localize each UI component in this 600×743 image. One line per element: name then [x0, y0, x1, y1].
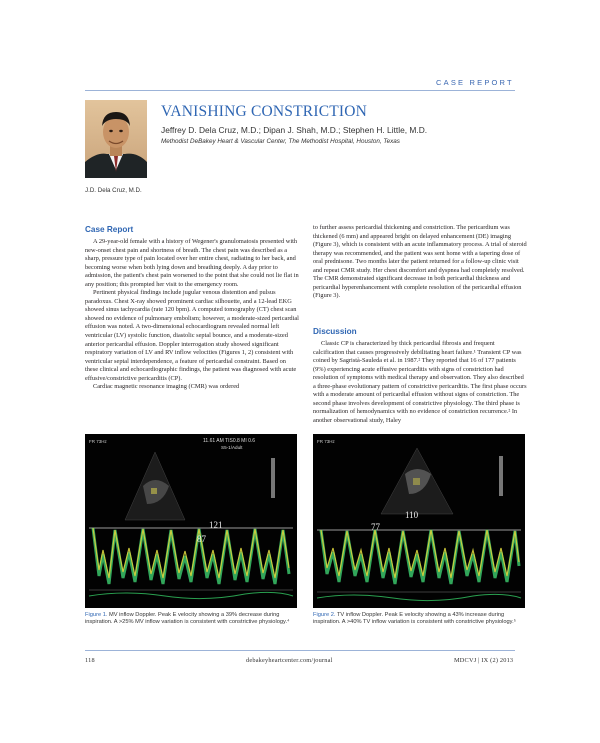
fig2-value-77: 77 [371, 522, 380, 532]
photo-caption: J.D. Dela Cruz, M.D. [85, 187, 142, 194]
fig2-value-110: 110 [405, 510, 419, 520]
article-affiliation: Methodist DeBakey Heart & Vascular Center, The Methodist Hospital, Houston, Texas [161, 138, 400, 145]
header-rule [85, 90, 515, 91]
paragraph: to further assess pericardial thickening and constriction. The pericardium was thickened (6 mm) and appeared bright on delayed enhancement (DE) imaging (Figure 3), which is consistent with an acute inflammatory process. A trial of steroid therapy was recommended, and the patient was sent home with a tapering dose of oral prednisone. Two months later the patient returned for a follow-up clinic visit and repeat CMR study. Her chest discomfort and dyspnea had completely resolved. The CMR demonstrated significant decrease in both pericardial thickness and pericardial hyperenhancement with complete resolution of the pericardial effusion (Figure 3). [313, 224, 527, 300]
paragraph: A 29-year-old female with a history of Wegener's granulomatosis presented with new-onset chest pain and shortness of breath. The chest pain was described as a sharp, pressure type of pain located over her entire chest, radiating to her back, and becoming worse when both lying down and breathing deeply. A day prior to admission, the patient's chest pain worsened to the point that she could not lie flat in any position; this prompted her visit to the emergency room. [85, 238, 299, 288]
journal-issue: MDCVJ | IX (2) 2013 [454, 657, 514, 664]
page-number: 118 [85, 657, 95, 664]
fig1-readout: 11.61 AM TIS0.8 MI 0.6 [203, 438, 256, 444]
case-report-heading: Case Report [85, 225, 134, 234]
figure-1-doppler [85, 434, 297, 608]
article-title: VANISHING CONSTRICTION [161, 103, 368, 120]
article-authors: Jeffrey D. Dela Cruz, M.D.; Dipan J. Shah, M.D.; Stephen H. Little, M.D. [161, 125, 428, 135]
fig1-value-87: 87 [197, 534, 206, 544]
discussion-heading: Discussion [313, 327, 357, 336]
paragraph: Cardiac magnetic resonance imaging (CMR) was ordered [93, 383, 240, 391]
figure-1-label: Figure 1. [85, 612, 108, 618]
figure-2-doppler [313, 434, 525, 608]
right-column-discussion [313, 340, 527, 425]
paragraph: Classic CP is characterized by thick pericardial fibrosis and frequent calcification that causes progressively debilitating heart failure.¹ Transient CP was coined by Sagristà-Sauleda et al. in 1987.² They reported that 16 of 177 patients (9%) experiencing acute effusive pericarditis with signs of constriction had resolution of symptoms with medical therapy and observation. They also described a three-phase evolutionary pattern of constrictive pericarditis. The first phase occurs with a moderate amount of pericardial effusion without signs of constriction. The second phase involves development of constrictive physiology. The third phase is normalization of hemodynamics with no evidence of constriction recurrence.² In another observational study, Haley [313, 340, 527, 424]
figure-2-label: Figure 2. [313, 612, 336, 618]
figure-2-caption [313, 612, 525, 626]
left-column [85, 238, 299, 392]
author-photo [85, 100, 147, 178]
section-kicker: CASE REPORT [436, 78, 514, 87]
figure-1-caption [85, 612, 297, 626]
fig1-framerate: FR 73Hz [89, 439, 107, 444]
journal-url: debakeyheartcenter.com/journal [246, 657, 333, 664]
paragraph: Pertinent physical findings include jugular venous distention and pulsus paradoxus. Chest X-ray showed prominent cardiac silhouette, and a 12-lead EKG showed sinus tachycardia (rate 120 bpm). A computed tomography (CT) chest scan showed no evidence of pulmonary embolism; however, a moderate-sized pericardial effusion was noted. A two-dimensional echocardiogram revealed normal left ventricular (LV) systolic function, diastolic septal bounce, and a moderate-sized anterior pericardial effusion. Doppler interrogation study showed significant respiratory variation of LV and RV inflow velocities (Figures 1, 2) consistent with ventricular septal interdependence, a feature of pericardial constraint. Based on these clinical and echocardiographic findings, the patient was diagnosed with acute effusive/constrictive pericarditis (CP). [85, 289, 299, 382]
figure-1-caption-text: MV inflow Doppler. Peak E velocity showing a 39% decrease during inspiration. A >25% MV inflow variation is consistent with constrictive physiology.⁴ [85, 612, 290, 626]
right-column [313, 224, 527, 301]
fig1-value-121: 121 [209, 520, 223, 530]
figure-2-caption-text: TV inflow Doppler. Peak E velocity showing a 43% increase during inspiration. A >40% TV inflow variation is consistent with constrictive physiology.⁵ [313, 612, 517, 626]
fig1-readout2: S5-1/Adult [221, 445, 243, 450]
footer-rule [85, 650, 515, 651]
fig2-framerate: FR 73Hz [317, 439, 335, 444]
